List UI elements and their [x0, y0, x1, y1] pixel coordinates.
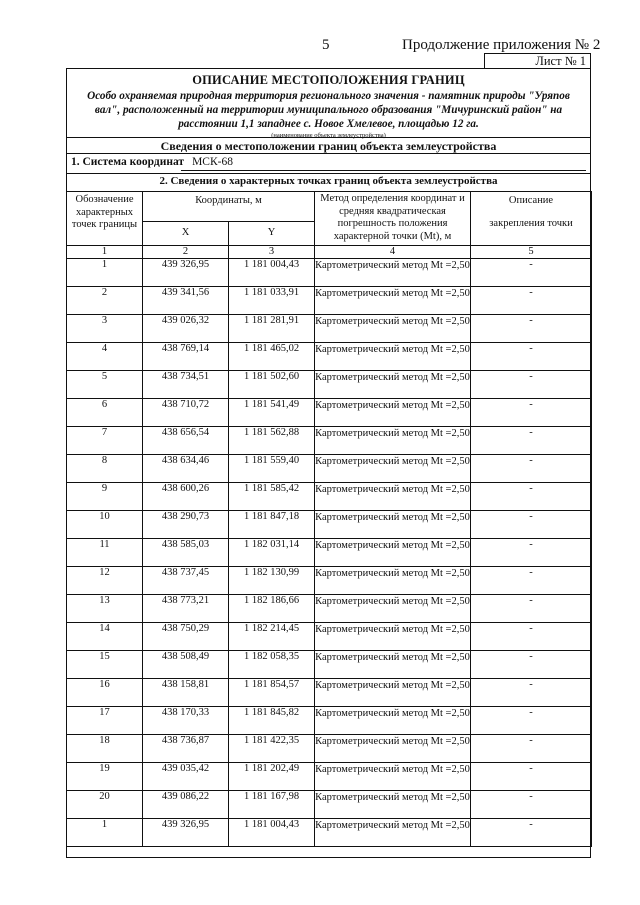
table-row: [67, 455, 592, 483]
coordinate-y: 1 181 004,43: [229, 259, 315, 287]
fixation-description: -: [471, 819, 592, 847]
fixation-description: -: [471, 287, 592, 315]
divider: [67, 153, 590, 154]
point-number: 2: [67, 287, 143, 315]
fixation-description: -: [471, 763, 592, 791]
fixation-description: -: [471, 539, 592, 567]
table-row: [67, 399, 592, 427]
coordinate-y: 1 182 031,14: [229, 539, 315, 567]
coordinate-y: 1 181 845,82: [229, 707, 315, 735]
method-cell: Картометрический метод Mt =2,50: [315, 679, 471, 707]
point-number: 5: [67, 371, 143, 399]
fixation-description: -: [471, 511, 592, 539]
method-cell: Картометрический метод Mt =2,50: [315, 735, 471, 763]
coordinate-system-label: 1. Система координат: [71, 156, 185, 168]
coordinate-y: 1 181 559,40: [229, 455, 315, 483]
fixation-description: -: [471, 623, 592, 651]
coordinate-x: 439 035,42: [143, 763, 229, 791]
coordinate-y: 1 182 214,45: [229, 623, 315, 651]
table-row: [67, 735, 592, 763]
table-row: [67, 427, 592, 455]
coordinate-x: 438 170,33: [143, 707, 229, 735]
header-method: Метод определения координат и средняя квадратическая погрешность положения характерной точки (Mt), м: [315, 192, 471, 246]
point-number: 7: [67, 427, 143, 455]
method-cell: Картометрический метод Mt =2,50: [315, 623, 471, 651]
point-number: 4: [67, 343, 143, 371]
table-row: [67, 511, 592, 539]
point-number: 13: [67, 595, 143, 623]
point-number: 15: [67, 651, 143, 679]
point-number: 17: [67, 707, 143, 735]
coordinate-x: 438 508,49: [143, 651, 229, 679]
coordinate-x: 438 600,26: [143, 483, 229, 511]
method-cell: Картометрический метод Mt =2,50: [315, 315, 471, 343]
method-cell: Картометрический метод Mt =2,50: [315, 511, 471, 539]
method-cell: Картометрический метод Mt =2,50: [315, 791, 471, 819]
method-cell: Картометрический метод Mt =2,50: [315, 567, 471, 595]
fixation-description: -: [471, 735, 592, 763]
method-cell: Картометрический метод Mt =2,50: [315, 707, 471, 735]
method-cell: Картометрический метод Mt =2,50: [315, 455, 471, 483]
point-number: 8: [67, 455, 143, 483]
coordinate-y: 1 181 422,35: [229, 735, 315, 763]
coordinate-y: 1 181 465,02: [229, 343, 315, 371]
coordinate-y: 1 181 541,49: [229, 399, 315, 427]
coordinate-x: 439 086,22: [143, 791, 229, 819]
method-cell: Картометрический метод Mt =2,50: [315, 287, 471, 315]
method-cell: Картометрический метод Mt =2,50: [315, 399, 471, 427]
coordinate-system-value: МСК-68: [192, 156, 233, 168]
method-cell: Картометрический метод Mt =2,50: [315, 539, 471, 567]
appendix-continuation-note: Продолжение приложения № 2: [402, 37, 601, 53]
fixation-description: -: [471, 595, 592, 623]
fixation-description: -: [471, 679, 592, 707]
coordinate-y: 1 181 562,88: [229, 427, 315, 455]
fixation-description: -: [471, 651, 592, 679]
header-description-line1: Описание: [508, 195, 554, 206]
table-row: [67, 763, 592, 791]
page-number: 5: [322, 37, 330, 53]
divider: [67, 137, 590, 138]
document-title: ОПИСАНИЕ МЕСТОПОЛОЖЕНИЯ ГРАНИЦ: [192, 73, 465, 87]
point-number: 11: [67, 539, 143, 567]
table-row: [67, 819, 592, 847]
coordinate-y: 1 182 130,99: [229, 567, 315, 595]
fixation-description: -: [471, 399, 592, 427]
coordinate-y: 1 182 058,35: [229, 651, 315, 679]
fixation-description: -: [471, 343, 592, 371]
column-number: 3: [229, 246, 315, 259]
column-number: 1: [67, 246, 143, 259]
coordinate-x: 438 736,87: [143, 735, 229, 763]
method-cell: Картометрический метод Mt =2,50: [315, 371, 471, 399]
header-description: [471, 192, 592, 246]
coordinate-x: 438 634,46: [143, 455, 229, 483]
method-cell: Картометрический метод Mt =2,50: [315, 343, 471, 371]
point-number: 16: [67, 679, 143, 707]
table-row: [67, 343, 592, 371]
coordinate-system-line: [71, 156, 233, 168]
coordinate-x: 439 026,32: [143, 315, 229, 343]
fixation-description: -: [471, 315, 592, 343]
object-caption: (наименование объекта землеустройства): [271, 132, 386, 139]
header-description-line2: закрепления точки: [489, 217, 573, 229]
point-number: 10: [67, 511, 143, 539]
point-number: 12: [67, 567, 143, 595]
coordinate-x: 438 710,72: [143, 399, 229, 427]
coordinate-x: 439 326,95: [143, 259, 229, 287]
coordinate-x: 438 585,03: [143, 539, 229, 567]
column-number: 2: [143, 246, 229, 259]
coordinate-x: 438 773,21: [143, 595, 229, 623]
point-number: 1: [67, 819, 143, 847]
header-coordinates: Координаты, м: [143, 192, 315, 222]
point-number: 9: [67, 483, 143, 511]
coordinate-x: 439 326,95: [143, 819, 229, 847]
header-x: X: [143, 222, 229, 246]
point-number: 1: [67, 259, 143, 287]
fixation-description: -: [471, 791, 592, 819]
fixation-description: -: [471, 707, 592, 735]
table-row: [67, 315, 592, 343]
point-number: 20: [67, 791, 143, 819]
coordinate-x: 438 734,51: [143, 371, 229, 399]
table-row: [67, 483, 592, 511]
point-number: 6: [67, 399, 143, 427]
fixation-description: -: [471, 371, 592, 399]
fixation-description: -: [471, 567, 592, 595]
method-cell: Картометрический метод Mt =2,50: [315, 763, 471, 791]
sheet-number-label: Лист № 1: [484, 53, 591, 68]
table-row: [67, 679, 592, 707]
column-number: 4: [315, 246, 471, 259]
point-number: 14: [67, 623, 143, 651]
section-title: Сведения о местоположении границ объекта землеустройства: [160, 139, 497, 153]
method-cell: Картометрический метод Mt =2,50: [315, 595, 471, 623]
coordinate-y: 1 181 167,98: [229, 791, 315, 819]
coordinate-x: 438 158,81: [143, 679, 229, 707]
coordinate-x: 438 750,29: [143, 623, 229, 651]
coordinate-x: 438 769,14: [143, 343, 229, 371]
coordinate-x: 438 290,73: [143, 511, 229, 539]
divider: [67, 173, 590, 174]
document-header: [67, 69, 590, 139]
points-section-title: 2. Сведения о характерных точках границ объекта землеустройства: [159, 175, 498, 187]
coordinate-y: 1 181 033,91: [229, 287, 315, 315]
point-number: 18: [67, 735, 143, 763]
coordinate-x: 439 341,56: [143, 287, 229, 315]
object-subject: Особо охраняемая природная территория регионального значения - памятник природы "Уряпов вал", расположенный на территории муниципального образования "Мичуринский район" на расстоянии 1,1 западнее с. Новое Хмелевое, площадью 12 га.: [87, 90, 570, 130]
coordinate-y: 1 181 281,91: [229, 315, 315, 343]
point-number: 3: [67, 315, 143, 343]
method-cell: Картометрический метод Mt =2,50: [315, 483, 471, 511]
table-row: [67, 567, 592, 595]
table-row: [67, 259, 592, 287]
coordinate-y: 1 181 854,57: [229, 679, 315, 707]
table-row: [67, 539, 592, 567]
boundary-points-table: [66, 191, 592, 847]
coordinate-x: 438 737,45: [143, 567, 229, 595]
point-number: 19: [67, 763, 143, 791]
table-row: [67, 595, 592, 623]
fixation-description: -: [471, 259, 592, 287]
coordinate-y: 1 181 585,42: [229, 483, 315, 511]
coordinate-y: 1 181 004,43: [229, 819, 315, 847]
coordinate-system-underline: [181, 170, 586, 171]
fixation-description: -: [471, 483, 592, 511]
header-designation: Обозначение характерных точек границы: [67, 192, 143, 246]
method-cell: Картометрический метод Mt =2,50: [315, 651, 471, 679]
method-cell: Картометрический метод Mt =2,50: [315, 819, 471, 847]
coordinate-y: 1 181 202,49: [229, 763, 315, 791]
table-row: [67, 371, 592, 399]
table-row: [67, 651, 592, 679]
document-frame: [66, 68, 591, 858]
fixation-description: -: [471, 455, 592, 483]
coordinate-y: 1 182 186,66: [229, 595, 315, 623]
coordinate-y: 1 181 847,18: [229, 511, 315, 539]
table-row: [67, 791, 592, 819]
column-number: 5: [471, 246, 592, 259]
coordinate-x: 438 656,54: [143, 427, 229, 455]
method-cell: Картометрический метод Mt =2,50: [315, 427, 471, 455]
fixation-description: -: [471, 427, 592, 455]
header-y: Y: [229, 222, 315, 246]
table-row: [67, 287, 592, 315]
coordinate-y: 1 181 502,60: [229, 371, 315, 399]
method-cell: Картометрический метод Mt =2,50: [315, 259, 471, 287]
table-row: [67, 707, 592, 735]
table-row: [67, 623, 592, 651]
